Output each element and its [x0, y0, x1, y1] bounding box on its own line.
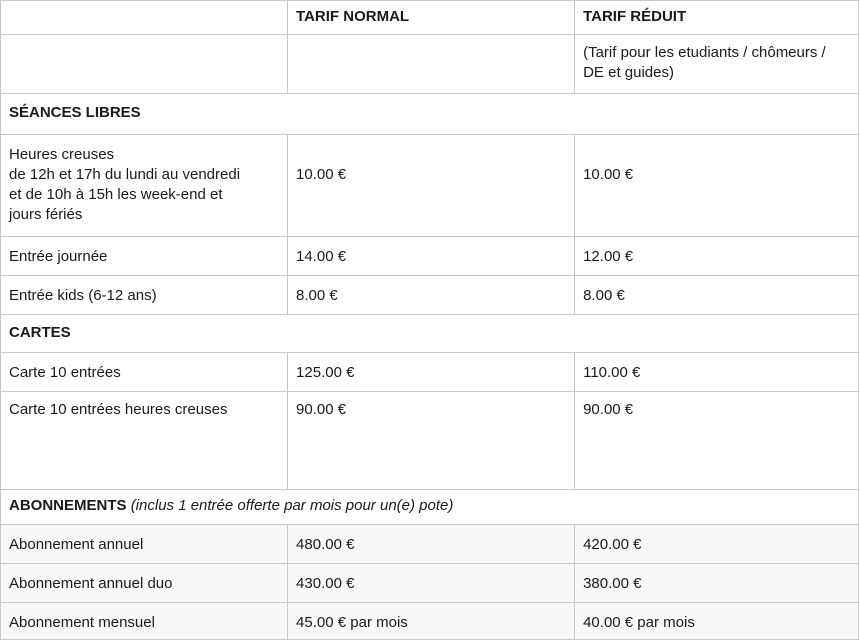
section-title-text: ABONNEMENTS: [9, 497, 127, 514]
table-row: [1, 135, 859, 237]
row-label: Entrée journée: [1, 237, 288, 276]
price-reduit: 8.00 €: [575, 276, 859, 315]
header-cell-empty: [1, 1, 288, 35]
price-normal: 430.00 €: [288, 564, 575, 603]
price-reduit: 12.00 €: [575, 237, 859, 276]
header-tarif-normal: TARIF NORMAL: [288, 1, 575, 35]
table-row: [1, 392, 859, 490]
price-normal: 14.00 €: [288, 237, 575, 276]
price-normal: 10.00 €: [288, 135, 575, 237]
price-reduit: 380.00 €: [575, 564, 859, 603]
note-row: [1, 35, 859, 94]
header-row: [1, 1, 859, 35]
note-cell-empty: [1, 35, 288, 94]
section-title-seances: SÉANCES LIBRES: [1, 94, 859, 135]
price-reduit: 40.00 € par mois: [575, 603, 859, 640]
row-label: Abonnement annuel duo: [1, 564, 288, 603]
row-label-heures-creuses: [1, 135, 288, 237]
row-label: Abonnement annuel: [1, 525, 288, 564]
header-tarif-reduit: TARIF RÉDUIT: [575, 1, 859, 35]
section-title-cartes: CARTES: [1, 315, 859, 353]
table-row: [1, 603, 859, 640]
row-label: Carte 10 entrées heures creuses: [1, 392, 288, 490]
row-label: Abonnement mensuel: [1, 603, 288, 640]
table-row: [1, 564, 859, 603]
section-note: (inclus 1 entrée offerte par mois pour un(e) pote): [130, 497, 454, 514]
price-reduit: 420.00 €: [575, 525, 859, 564]
note-cell-empty: [288, 35, 575, 94]
table-row: [1, 237, 859, 276]
table-row: [1, 276, 859, 315]
label-line: Heures creuses: [9, 146, 115, 163]
reduced-rate-note: (Tarif pour les etudiants / chômeurs / DE et guides): [575, 35, 859, 94]
table-row: [1, 525, 859, 564]
section-row-abonnements: [1, 490, 859, 525]
price-reduit: 10.00 €: [575, 135, 859, 237]
price-reduit: 110.00 €: [575, 353, 859, 392]
price-reduit: 90.00 €: [575, 392, 859, 490]
section-title-abonnements: [1, 490, 859, 525]
label-line: et de 10h à 15h les week-end et: [9, 186, 223, 203]
price-normal: 8.00 €: [288, 276, 575, 315]
section-row-seances: [1, 94, 859, 135]
label-line: de 12h et 17h du lundi au vendredi: [9, 166, 241, 183]
row-label: Entrée kids (6-12 ans): [1, 276, 288, 315]
label-line: jours fériés: [9, 206, 83, 223]
section-row-cartes: [1, 315, 859, 353]
price-normal: 480.00 €: [288, 525, 575, 564]
table-row: [1, 353, 859, 392]
row-label: Carte 10 entrées: [1, 353, 288, 392]
price-normal: 90.00 €: [288, 392, 575, 490]
price-normal: 45.00 € par mois: [288, 603, 575, 640]
price-normal: 125.00 €: [288, 353, 575, 392]
